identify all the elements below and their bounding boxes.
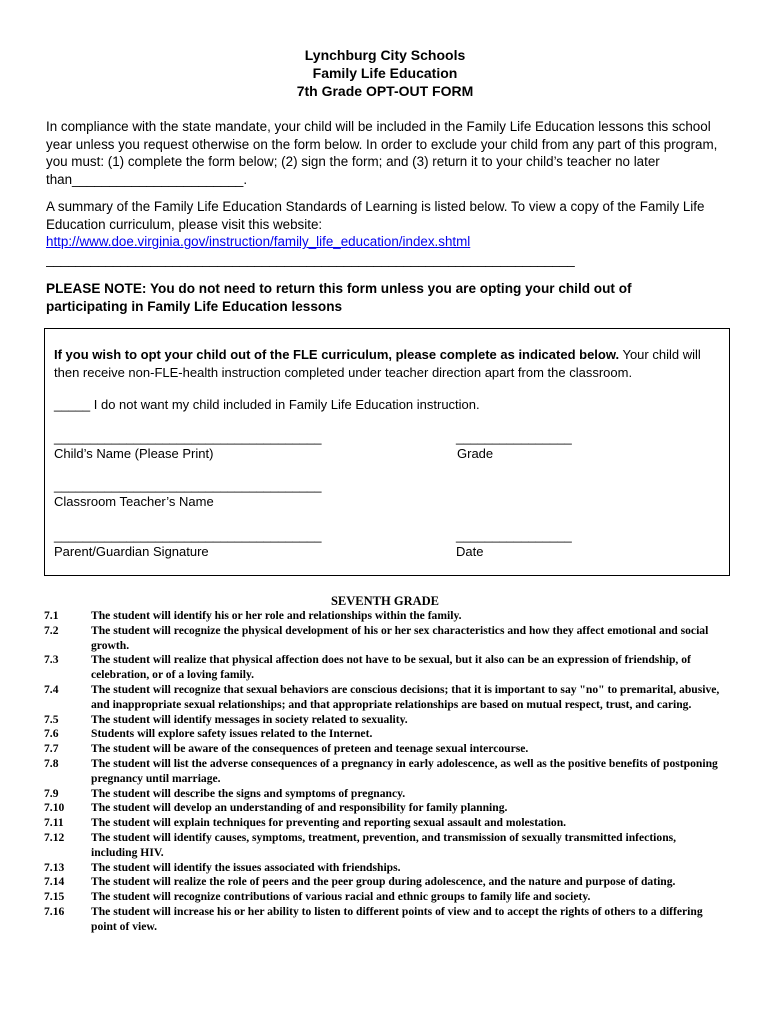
- standard-number: 7.12: [44, 830, 65, 844]
- opt-out-checkline[interactable]: _____ I do not want my child included in Family Life Education instruction.: [54, 397, 480, 412]
- standard-number: 7.7: [44, 742, 59, 756]
- standard-item: [44, 831, 724, 861]
- standard-item: [44, 816, 724, 831]
- standard-item: [44, 861, 724, 876]
- opt-out-form-box: [44, 328, 730, 576]
- standard-text: The student will identify his or her role and relationships within the family.: [91, 609, 462, 622]
- standard-item: [44, 727, 724, 742]
- standard-number: 7.9: [44, 786, 59, 800]
- standard-item: [44, 609, 724, 624]
- standard-number: 7.11: [44, 816, 64, 830]
- standard-text: The student will explain techniques for preventing and reporting sexual assault and molestation.: [91, 816, 567, 830]
- standard-number: 7.10: [44, 801, 65, 815]
- form-instructions: [54, 346, 722, 382]
- parent-signature-line[interactable]: _____________________________________: [54, 528, 322, 543]
- teacher-name-line[interactable]: _____________________________________: [54, 478, 322, 493]
- curriculum-link[interactable]: http://www.doe.virginia.gov/instruction/family_life_education/index.shtml: [46, 234, 471, 249]
- standard-number: 7.1: [44, 609, 59, 622]
- standard-text: The student will develop an understanding of and responsibility for family planning.: [91, 801, 508, 815]
- form-instructions-bold: If you wish to opt your child out of the FLE curriculum, please complete as indicated below.: [54, 347, 620, 362]
- standard-item: [44, 742, 724, 757]
- standard-text: The student will list the adverse consequences of a pregnancy in early adolescence, as well as the positive benefits of postponing pregnancy until marriage.: [91, 756, 718, 785]
- standard-text: The student will identify causes, symptoms, treatment, prevention, and transmission of sexually transmitted infections, including HIV.: [91, 830, 677, 859]
- parent-signature-label: Parent/Guardian Signature: [54, 544, 209, 559]
- grade-line[interactable]: ________________: [456, 430, 572, 445]
- standard-text: The student will describe the signs and symptoms of pregnancy.: [91, 786, 406, 800]
- teacher-name-label: Classroom Teacher’s Name: [54, 494, 214, 509]
- standard-item: [44, 905, 724, 935]
- standard-number: 7.5: [44, 712, 59, 726]
- child-name-label: Child’s Name (Please Print): [54, 446, 214, 461]
- standard-item: [44, 787, 724, 802]
- standard-number: 7.4: [44, 682, 59, 696]
- standard-text: The student will increase his or her ability to listen to different points of view and to accept the rights of others to a differing point of view.: [91, 904, 703, 933]
- standard-item: [44, 683, 724, 713]
- date-line[interactable]: ________________: [456, 528, 572, 543]
- program-name: Family Life Education: [312, 65, 458, 81]
- grade-label: Grade: [457, 446, 494, 461]
- standard-number: 7.8: [44, 756, 59, 770]
- standard-text: The student will recognize contributions of various racial and ethnic groups to family life and society.: [91, 890, 591, 904]
- standard-item: [44, 653, 724, 683]
- standard-number: 7.3: [44, 653, 59, 667]
- summary-paragraph: [46, 198, 736, 251]
- document-header: [0, 46, 770, 100]
- standard-number: 7.15: [44, 890, 65, 904]
- standard-text: The student will recognize the physical development of his or her sex characteristics and how they affect emotional and social growth.: [91, 623, 709, 652]
- standard-text: The student will recognize that sexual behaviors are conscious decisions; that it is important to say "no" to premarital, abusive, and inappropriate sexual relationships; and that appropriate relationships are based on mutual respect, trust, and caring.: [91, 682, 720, 711]
- standard-item: [44, 875, 724, 890]
- standard-text: The student will be aware of the consequences of preteen and teenage sexual intercourse.: [91, 742, 529, 756]
- standards-list: [44, 609, 724, 935]
- standard-number: 7.16: [44, 904, 65, 918]
- standard-item: [44, 890, 724, 905]
- form-title: 7th Grade OPT-OUT FORM: [296, 83, 474, 99]
- standard-item: [44, 757, 724, 787]
- standard-text: The student will realize the role of peers and the peer group during adolescence, and the nature and purpose of dating.: [91, 875, 676, 889]
- please-note: PLEASE NOTE: You do not need to return this form unless you are opting your child out of participating in Family Life Education lessons: [46, 281, 632, 314]
- standard-number: 7.2: [44, 623, 59, 637]
- standards-title: SEVENTH GRADE: [330, 594, 439, 608]
- standard-text: The student will realize that physical affection does not have to be sexual, but it also can be an expression of friendship, of celebration, or of a loving family.: [91, 653, 691, 682]
- standard-number: 7.13: [44, 860, 65, 874]
- standard-text: Students will explore safety issues related to the Internet.: [91, 727, 373, 741]
- standard-item: [44, 713, 724, 728]
- district-name: Lynchburg City Schools: [304, 47, 466, 63]
- standard-text: The student will identify the issues associated with friendships.: [91, 860, 401, 874]
- form-instructions-rest: Your child will then receive non-FLE-health instruction completed under teacher direction apart from the classroom.: [54, 347, 701, 380]
- intro-paragraph: In compliance with the state mandate, your child will be included in the Family Life Education lessons this school year unless you request otherwise on the form below. In order to exclude your child from any part of this program, you must: (1) complete the form below; (2) sign the form; and (3) return it to your child’s teacher no later than_______________________.: [46, 119, 718, 187]
- divider-line: _______________________________________________________________________: [46, 252, 575, 267]
- standard-number: 7.6: [44, 727, 59, 741]
- summary-text: A summary of the Family Life Education Standards of Learning is listed below. To view a copy of the Family Life Education curriculum, please visit this website:: [46, 199, 705, 232]
- child-name-line[interactable]: _____________________________________: [54, 430, 322, 445]
- standard-number: 7.14: [44, 875, 65, 889]
- standard-item: [44, 624, 724, 654]
- date-label: Date: [456, 544, 484, 559]
- standard-text: The student will identify messages in society related to sexuality.: [91, 712, 408, 726]
- standard-item: [44, 801, 724, 816]
